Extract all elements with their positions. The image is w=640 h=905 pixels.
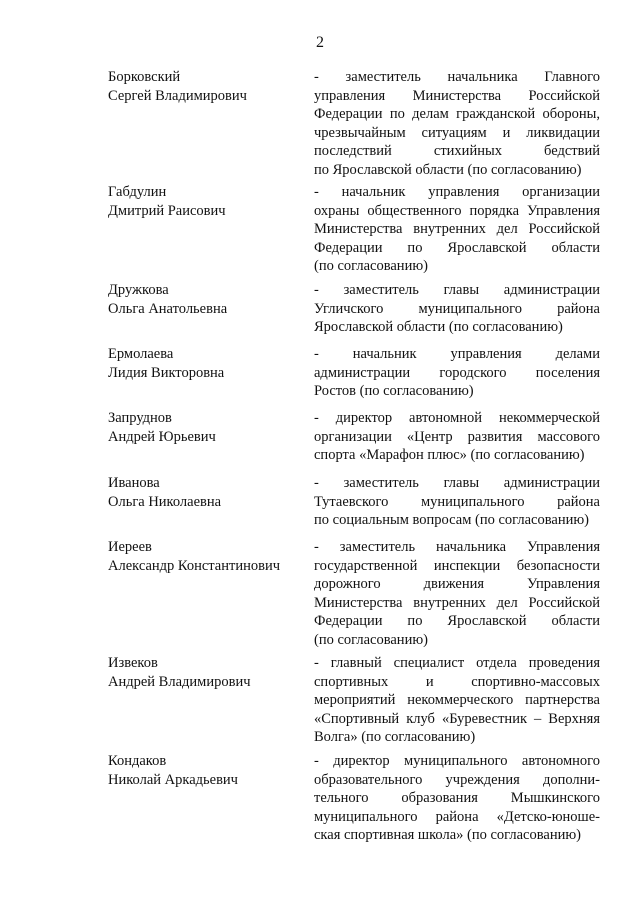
member-given-names: Дмитрий Раисович	[108, 202, 226, 219]
member-name	[108, 345, 308, 382]
position-line: - главный специалист отдела проведения	[314, 655, 600, 671]
position-line: Министерства внутренних дел Российской	[314, 221, 600, 237]
position-line: (по согласованию)	[314, 631, 428, 648]
position-line: Ярославской области (по согласованию)	[314, 319, 563, 335]
position-line: Тутаевского муниципального района	[314, 493, 600, 510]
position-line: Угличского муниципального района	[314, 300, 600, 317]
member-given-names: Лидия Викторовна	[108, 364, 225, 381]
position-line: - заместитель главы администрации	[314, 282, 600, 298]
member-position	[314, 654, 600, 747]
member-position	[314, 474, 600, 530]
member-name	[108, 654, 308, 691]
member-surname: Извеков	[108, 655, 158, 671]
position-line: мероприятий некоммерческого партнерства	[314, 692, 600, 708]
member-surname: Габдулин	[108, 184, 167, 200]
position-line: ская спортивная школа» (по согласованию)	[314, 827, 581, 843]
position-line: - директор автономной некоммерческой	[314, 410, 600, 426]
position-line: по социальным вопросам (по согласованию)	[314, 512, 590, 528]
position-line: «Спортивный клуб «Буревестник – Верхняя	[314, 710, 600, 727]
position-line: - заместитель начальника Главного	[314, 69, 600, 85]
position-line: спорта «Марафон плюс» (по согласованию)	[314, 447, 585, 463]
member-name	[108, 538, 308, 575]
position-line: охраны общественного порядка Управления	[314, 202, 600, 219]
position-line: организации «Центр развития массового	[314, 428, 600, 445]
position-line: муниципального района «Детско-юноше-	[314, 808, 600, 825]
position-line: образовательного учреждения дополни-	[314, 771, 600, 788]
position-line: Федерации по Ярославской области	[314, 239, 600, 256]
member-name	[108, 752, 308, 789]
member-name	[108, 409, 308, 446]
position-line: - заместитель главы администрации	[314, 475, 600, 491]
member-position	[314, 183, 600, 276]
member-surname: Борковский	[108, 69, 181, 85]
position-line: Министерства внутренних дел Российской	[314, 594, 600, 611]
member-position	[314, 281, 600, 337]
position-line: Федерации по делам гражданской обороны,	[314, 106, 600, 122]
position-line: - заместитель начальника Управления	[314, 539, 600, 555]
position-line: последствий стихийных бедствий	[314, 143, 600, 159]
member-name	[108, 281, 308, 318]
member-surname: Ермолаева	[108, 346, 174, 362]
position-line: государственной инспекции безопасности	[314, 557, 600, 574]
member-given-names: Ольга Анатольевна	[108, 300, 228, 317]
position-line: управления Министерства Российской	[314, 87, 600, 104]
position-line: Ростов (по согласованию)	[314, 383, 474, 399]
member-position	[314, 538, 600, 649]
position-line: - директор муниципального автономного	[314, 753, 600, 769]
member-position	[314, 345, 600, 401]
member-name	[108, 474, 308, 511]
member-given-names: Сергей Владимирович	[108, 87, 247, 104]
member-surname: Иванова	[108, 475, 160, 491]
position-line: по Ярославской области (по согласованию)	[314, 161, 582, 178]
position-line: администрации городского поселения	[314, 364, 600, 381]
member-name	[108, 68, 308, 105]
position-line: тельного образования Мышкинского	[314, 790, 600, 806]
position-line: - начальник управления организации	[314, 184, 600, 200]
member-position	[314, 752, 600, 845]
page-number: 2	[316, 34, 324, 51]
position-line: (по согласованию)	[314, 258, 428, 274]
member-given-names: Андрей Юрьевич	[108, 428, 216, 445]
position-line: - начальник управления делами	[314, 346, 600, 362]
member-position	[314, 409, 600, 465]
member-given-names: Александр Константинович	[108, 557, 280, 574]
position-line: спортивных и спортивно-массовых	[314, 673, 600, 690]
member-surname: Дружкова	[108, 282, 169, 298]
member-position	[314, 68, 600, 179]
position-line: Федерации по Ярославской области	[314, 613, 600, 629]
member-surname: Кондаков	[108, 753, 167, 769]
position-line: чрезвычайным ситуациям и ликвидации	[314, 124, 600, 141]
member-given-names: Андрей Владимирович	[108, 673, 251, 690]
member-surname: Запруднов	[108, 410, 172, 426]
member-given-names: Николай Аркадьевич	[108, 771, 238, 788]
member-name	[108, 183, 308, 220]
position-line: Волга» (по согласованию)	[314, 729, 476, 745]
position-line: дорожного движения Управления	[314, 576, 600, 592]
member-surname: Иереев	[108, 539, 152, 555]
member-given-names: Ольга Николаевна	[108, 493, 222, 510]
